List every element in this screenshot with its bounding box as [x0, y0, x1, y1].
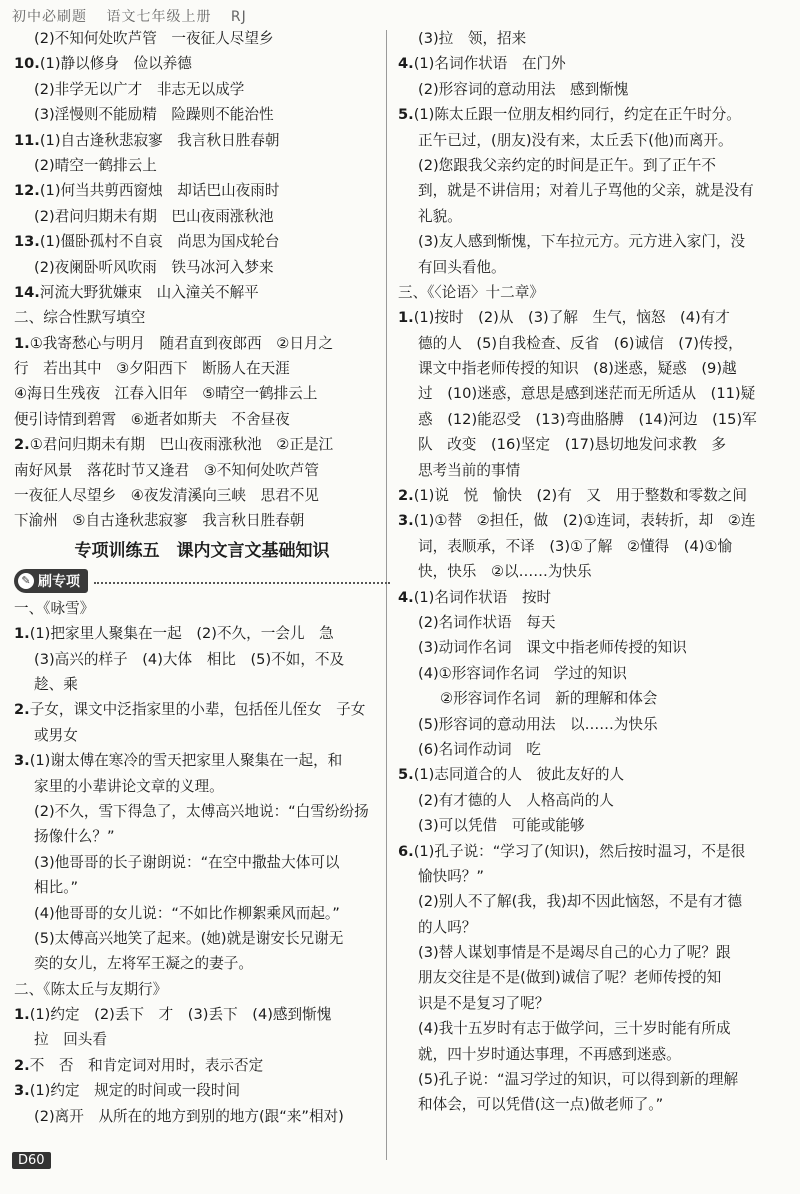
- answer-text: 二、综合性默写填空: [14, 309, 146, 327]
- question-number: 5.: [398, 766, 414, 784]
- answer-line: [398, 432, 786, 457]
- answer-text: 二、《陈太丘与友期行》: [14, 980, 168, 998]
- answer-line: [398, 483, 786, 508]
- answer-line: [398, 26, 786, 51]
- question-number: 4.: [398, 55, 414, 73]
- answer-line: [14, 51, 390, 76]
- answer-line: [398, 204, 786, 229]
- answer-text: (2)别人不了解(我，我)却不因此恼怒，不是有才德: [418, 893, 742, 911]
- answer-line: [14, 204, 390, 229]
- question-number: 2.: [14, 701, 30, 719]
- answer-text: 一、《咏雪》: [14, 599, 95, 617]
- answer-line: [398, 280, 786, 305]
- pen-icon: ✎: [18, 573, 34, 589]
- answer-text: (1)孔子说：“学习了(知识)，然后按时温习，不是很: [413, 842, 746, 860]
- right-answers: [398, 26, 786, 1118]
- question-number: 6.: [398, 842, 414, 860]
- answer-text: (1)约定 (2)丢下 才 (3)丢下 (4)感到惭愧: [29, 1006, 332, 1024]
- answer-text: (3)动词作名词 课文中指老师传授的知识: [418, 639, 687, 657]
- answer-line: [14, 799, 390, 824]
- answer-text: (2)夜阑卧听风吹雨 铁马冰河入梦来: [34, 258, 274, 276]
- answer-text: 过 (10)迷惑，意思是感到迷茫而无所适从 (11)疑: [418, 385, 756, 403]
- answer-line: [14, 305, 390, 330]
- answer-line: [14, 508, 390, 533]
- answer-line: [398, 762, 786, 787]
- answer-line: [398, 915, 786, 940]
- answer-line: [14, 407, 390, 432]
- answer-text: (1)志同道合的人 彼此友好的人: [413, 766, 625, 784]
- question-number: 5.: [398, 106, 414, 124]
- answer-text: (2)非学无以广才 非志无以成学: [34, 80, 245, 98]
- answer-text: 有回头看他。: [418, 258, 506, 276]
- question-number: 3.: [14, 752, 30, 770]
- answer-text: (3)替人谋划事情是不是竭尽自己的心力了呢？跟: [418, 944, 731, 962]
- answer-line: [14, 432, 390, 457]
- answer-text: 就，四十岁时通达事理，不再感到迷惑。: [418, 1045, 681, 1063]
- answer-line: [398, 839, 786, 864]
- answer-line: [14, 483, 390, 508]
- question-number: 14.: [14, 283, 40, 301]
- answer-text: (2)名词作状语 每天: [418, 613, 556, 631]
- answer-text: (4)他哥哥的女儿说：“不如比作柳絮乘风而起。”: [34, 904, 340, 922]
- answer-line: [14, 1078, 390, 1103]
- answer-text: 和体会，可以凭借(这一点)做老师了。”: [418, 1096, 664, 1114]
- answer-text: (1)自古逢秋悲寂寥 我言秋日胜春朝: [39, 131, 280, 149]
- answer-line: [14, 1053, 390, 1078]
- answer-text: (1)静以修身 俭以养德: [39, 55, 192, 73]
- book-name: 初中必刷题: [12, 9, 87, 25]
- answer-line: [398, 1042, 786, 1067]
- answer-text: (3)友人感到惭愧，下车拉元方。元方进入家门，没: [418, 233, 746, 251]
- answer-text: 三、《〈论语〉十二章》: [398, 283, 544, 301]
- answer-line: [14, 458, 390, 483]
- answer-line: [14, 26, 390, 51]
- right-column: [398, 26, 786, 1118]
- page-header: [12, 6, 261, 28]
- section-badge-row: [14, 566, 390, 596]
- answer-text: 到，就是不讲信用；对着儿子骂他的父亲，就是没有: [418, 182, 754, 200]
- answer-text: 正午已过，(朋友)没有来，太丘丢下(他)而离开。: [418, 131, 733, 149]
- answer-line: [398, 635, 786, 660]
- answer-line: [398, 229, 786, 254]
- answer-line: [398, 889, 786, 914]
- answer-text: (1)按时 (2)从 (3)了解 生气，恼怒 (4)有才: [413, 309, 730, 327]
- question-number: 2.: [14, 436, 30, 454]
- answer-line: [398, 559, 786, 584]
- question-number: 1.: [14, 1006, 30, 1024]
- answer-text: 德的人 (5)自我检查、反省 (6)诚信 (7)传授，: [418, 334, 743, 352]
- question-number: 12.: [14, 182, 40, 200]
- answer-line: [398, 381, 786, 406]
- answer-line: [398, 1067, 786, 1092]
- question-number: 3.: [14, 1082, 30, 1100]
- answer-text: (1)何当共剪西窗烛 却话巴山夜雨时: [39, 182, 280, 200]
- answer-line: [14, 647, 390, 672]
- page-number: D60: [12, 1152, 51, 1169]
- answer-line: [14, 824, 390, 849]
- answer-line: [14, 280, 390, 305]
- answer-text: 行 若出其中 ③夕阳西下 断肠人在天涯: [14, 360, 290, 378]
- answer-line: [14, 951, 390, 976]
- left-answers-part2: [14, 596, 390, 1129]
- answer-text: (1)名词作状语 按时: [413, 588, 552, 606]
- subject-name: 语文七年级上册: [106, 9, 212, 25]
- answer-text: 不 否 和肯定词对用时，表示否定: [29, 1056, 264, 1074]
- answer-line: [398, 712, 786, 737]
- answer-line: [14, 77, 390, 102]
- question-number: 3.: [398, 512, 414, 530]
- answer-text: 词，表顺承，不译 (3)①了解 ②懂得 (4)①愉: [418, 537, 733, 555]
- answer-text: 奕的女儿，左将军王凝之的妻子。: [34, 955, 253, 973]
- answer-line: [14, 697, 390, 722]
- answer-line: [14, 850, 390, 875]
- answer-text: 的人吗？: [418, 918, 477, 936]
- answer-text: (2)离开 从所在的地方到别的地方(跟“来”相对): [34, 1107, 344, 1125]
- answer-text: 惑 (12)能忍受 (13)弯曲胳膊 (14)河边 (15)军: [418, 410, 757, 428]
- dotted-rule: [94, 582, 390, 584]
- question-number: 4.: [398, 588, 414, 606]
- answer-text: (1)谢太傅在寒冷的雪天把家里人聚集在一起，和: [29, 752, 343, 770]
- answer-line: [14, 178, 390, 203]
- answer-text: (5)太傅高兴地笑了起来。(她)就是谢安长兄谢无: [34, 929, 344, 947]
- answer-line: [398, 965, 786, 990]
- answer-text: (5)形容词的意动用法 以……为快乐: [418, 715, 658, 733]
- answer-text: (2)不久，雪下得急了，太傅高兴地说：“白雪纷纷扬: [34, 802, 369, 820]
- answer-line: [14, 774, 390, 799]
- badge-label: 刷专项: [38, 573, 80, 590]
- answer-text: ②形容词作名词 新的理解和体会: [440, 690, 658, 708]
- answer-text: 课文中指老师传授的知识 (8)迷惑，疑惑 (9)越: [418, 360, 737, 378]
- question-number: 1.: [14, 625, 30, 643]
- answer-text: 家里的小辈讲论文章的义理。: [34, 777, 224, 795]
- answer-line: [398, 51, 786, 76]
- answer-line: [14, 723, 390, 748]
- answer-text: 河流大野犹嫌束 山入潼关不解平: [39, 283, 259, 301]
- answer-line: [14, 153, 390, 178]
- question-number: 2.: [14, 1056, 30, 1074]
- answer-text: 愉快吗？”: [418, 867, 484, 885]
- answer-line: [398, 102, 786, 127]
- answer-line: [398, 940, 786, 965]
- answer-line: [398, 610, 786, 635]
- answer-text: 朋友交往是不是(做到)诚信了呢？老师传授的知: [418, 969, 722, 987]
- answer-text: 子女，课文中泛指家里的小辈，包括侄儿侄女 子女: [29, 701, 366, 719]
- left-answers-part1: [14, 26, 390, 534]
- answer-text: 相比。”: [34, 879, 79, 897]
- answer-text: (1)名词作状语 在门外: [413, 55, 566, 73]
- answer-line: [398, 991, 786, 1016]
- answer-line: [14, 102, 390, 127]
- answer-text: 或男女: [34, 726, 78, 744]
- question-number: 10.: [14, 55, 40, 73]
- answer-line: [14, 128, 390, 153]
- answer-text: ④海日生残夜 江春入旧年 ⑤晴空一鹤排云上: [14, 385, 318, 403]
- answer-line: [398, 356, 786, 381]
- answer-text: 队 改变 (16)坚定 (17)恳切地发问求教 多: [418, 436, 727, 454]
- answer-text: (3)可以凭借 可能或能够: [418, 817, 585, 835]
- answer-text: (4)①形容词作名词 学过的知识: [418, 664, 627, 682]
- answer-text: (2)有才德的人 人格高尚的人: [418, 791, 614, 809]
- answer-text: (5)孔子说：“温习学过的知识，可以得到新的理解: [418, 1071, 739, 1089]
- answer-text: 一夜征人尽望乡 ④夜发清溪向三峡 思君不见: [14, 487, 319, 505]
- answer-text: 识是不是复习了呢？: [418, 994, 550, 1012]
- answer-line: [398, 178, 786, 203]
- answer-line: [14, 1027, 390, 1052]
- answer-line: [14, 331, 390, 356]
- answer-text: (1)僵卧孤村不自哀 尚思为国戍轮台: [39, 233, 280, 251]
- answer-line: [14, 926, 390, 951]
- answer-text: (2)晴空一鹤排云上: [34, 156, 157, 174]
- answer-line: [14, 621, 390, 646]
- section-badge: [14, 569, 88, 593]
- answer-line: [14, 977, 390, 1002]
- answer-line: [398, 534, 786, 559]
- answer-text: (4)我十五岁时有志于做学问，三十岁时能有所成: [418, 1020, 731, 1038]
- answer-line: [398, 508, 786, 533]
- answer-text: 礼貌。: [418, 207, 462, 225]
- edition-label: RJ: [230, 9, 247, 25]
- answer-line: [398, 864, 786, 889]
- answer-text: (2)形容词的意动用法 感到惭愧: [418, 80, 629, 98]
- section-title: 专项训练五 课内文言文基础知识: [74, 540, 330, 561]
- answer-line: [14, 381, 390, 406]
- answer-line: [398, 458, 786, 483]
- answer-text: 下渝州 ⑤自古逢秋悲寂寥 我言秋日胜春朝: [14, 512, 305, 530]
- answer-text: (3)高兴的样子 (4)大体 相比 (5)不如，不及: [34, 650, 345, 668]
- answer-text: (1)说 悦 愉快 (2)有 又 用于整数和零数之间: [413, 487, 747, 505]
- answer-line: [398, 1016, 786, 1041]
- answer-line: [398, 788, 786, 813]
- answer-text: (6)名词作动词 吃: [418, 740, 541, 758]
- answer-line: [398, 255, 786, 280]
- answer-line: [14, 596, 390, 621]
- answer-line: [398, 813, 786, 838]
- left-column: [14, 26, 390, 1129]
- answer-text: (3)拉 领，招来: [418, 30, 527, 47]
- answer-line: [14, 356, 390, 381]
- answer-text: 拉 回头看: [34, 1031, 107, 1049]
- answer-line: [14, 255, 390, 280]
- answer-text: (2)君问归期未有期 巴山夜雨涨秋池: [34, 207, 274, 225]
- answer-text: 便引诗情到碧霄 ⑥逝者如斯夫 不舍昼夜: [14, 410, 290, 428]
- answer-line: [398, 407, 786, 432]
- answer-line: [398, 686, 786, 711]
- answer-text: 思考当前的事情: [418, 461, 521, 479]
- question-number: 11.: [14, 131, 40, 149]
- answer-line: [398, 1092, 786, 1117]
- answer-line: [398, 661, 786, 686]
- answer-line: [14, 1002, 390, 1027]
- answer-line: [398, 153, 786, 178]
- answer-text: (1)约定 规定的时间或一段时间: [29, 1082, 241, 1100]
- answer-text: (2)您跟我父亲约定的时间是正午。到了正午不: [418, 156, 716, 174]
- answer-line: [14, 748, 390, 773]
- answer-line: [398, 305, 786, 330]
- answer-text: ①我寄愁心与明月 随君直到夜郎西 ②日月之: [29, 334, 334, 352]
- answer-text: ①君问归期未有期 巴山夜雨涨秋池 ②正是江: [29, 436, 334, 454]
- answer-line: [14, 229, 390, 254]
- question-number: 1.: [398, 309, 414, 327]
- answer-text: (1)把家里人聚集在一起 (2)不久，一会儿 急: [29, 625, 334, 643]
- question-number: 2.: [398, 487, 414, 505]
- answer-line: [14, 1104, 390, 1129]
- answer-text: (1)陈太丘跟一位朋友相约同行，约定在正午时分。: [413, 106, 741, 124]
- answer-text: 扬像什么？”: [34, 828, 115, 846]
- answer-text: (3)他哥哥的长子谢朗说：“在空中撒盐大体可以: [34, 853, 340, 871]
- answer-line: [398, 77, 786, 102]
- answer-line: [14, 875, 390, 900]
- answer-line: [398, 331, 786, 356]
- answer-line: [398, 737, 786, 762]
- answer-text: 趁、乘: [34, 675, 78, 693]
- answer-line: [398, 128, 786, 153]
- answer-text: (1)①替 ②担任，做 (2)①连词，表转折，却 ②连: [413, 512, 756, 530]
- answer-text: (2)不知何处吹芦管 一夜征人尽望乡: [34, 30, 274, 47]
- answer-line: [14, 672, 390, 697]
- answer-line: [398, 585, 786, 610]
- answer-text: (3)淫慢则不能励精 险躁则不能治性: [34, 106, 274, 124]
- question-number: 13.: [14, 233, 40, 251]
- answer-text: 南好风景 落花时节又逢君 ③不知何处吹芦管: [14, 461, 319, 479]
- answer-line: [14, 901, 390, 926]
- question-number: 1.: [14, 334, 30, 352]
- answer-text: 快，快乐 ②以……为快乐: [418, 563, 592, 581]
